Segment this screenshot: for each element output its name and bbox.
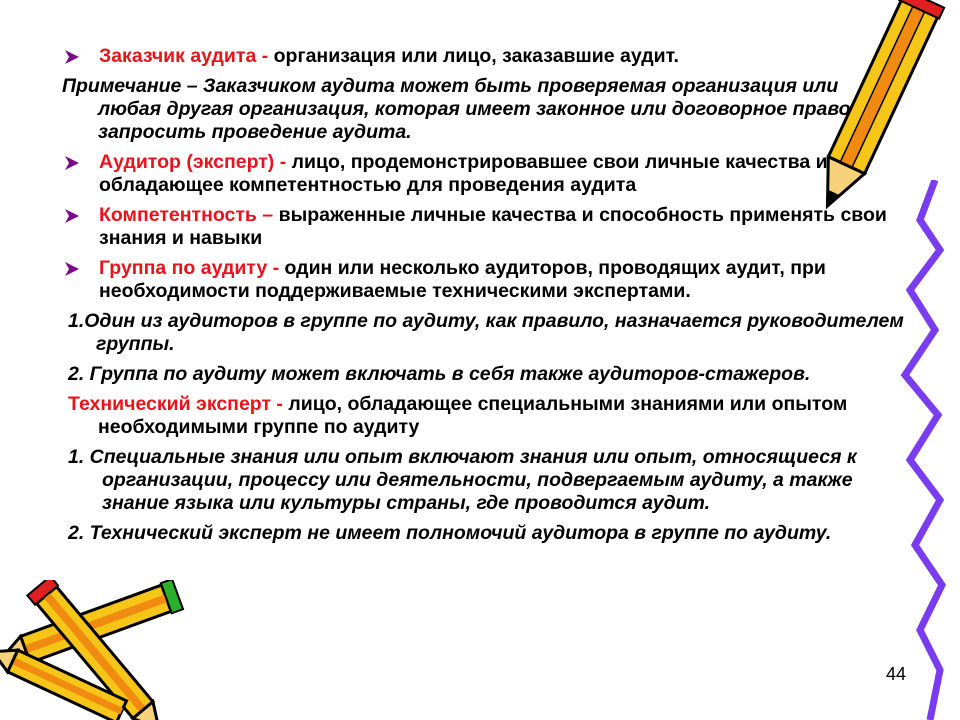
definition-competence	[62, 204, 904, 250]
note-team-1	[62, 310, 904, 356]
term: Аудитор (эксперт) -	[99, 151, 292, 173]
note-text: 1. Специальные знания или опыт включают знания или опыт, относящиеся к организации, процессу или деятельности, подвергаемым аудиту, а также знание языка или культуры страны, где проводится аудит.	[68, 446, 857, 514]
term: Группа по аудиту -	[99, 257, 285, 279]
arrow-bullet-icon	[62, 259, 82, 279]
arrow-bullet-icon	[62, 153, 82, 173]
arrow-bullet-icon	[62, 206, 82, 226]
definition-customer	[62, 45, 904, 68]
definition-text: выраженные личные качества и способность применять свои знания и навыки	[99, 204, 887, 249]
definition-text: лицо, обладающее специальными знаниями или опытом необходимыми группе по аудиту	[98, 393, 848, 438]
pencils-icon-bottom-left	[0, 580, 200, 720]
definition-text: один или несколько аудиторов, проводящих аудит, при необходимости поддерживаемые техническими экспертами.	[99, 257, 826, 302]
arrow-bullet-icon	[62, 47, 82, 67]
note-text: 2. Группа по аудиту может включать в себя также аудиторов-стажеров.	[68, 363, 811, 385]
definition-text: организация или лицо, заказавшие аудит.	[273, 45, 679, 67]
definition-technical-expert	[62, 393, 904, 439]
note-text: 1.Один из аудиторов в группе по аудиту, как правило, назначается руководителем группы.	[68, 310, 904, 355]
definition-audit-team	[62, 257, 904, 303]
definition-auditor	[62, 151, 904, 197]
note-text: Примечание – Заказчиком аудита может быть проверяемая организация или любая другая организация, которая имеет законное или договорное право запросить проведение аудита.	[62, 75, 851, 143]
note-expert-2	[62, 522, 904, 545]
term: Заказчик аудита -	[99, 45, 274, 67]
note-customer	[62, 75, 904, 144]
note-text: 2. Технический эксперт не имеет полномочий аудитора в группе по аудиту.	[68, 522, 832, 544]
definition-text: лицо, продемонстрировавшее свои личные качества и обладающее компетентностью для проведения аудита	[99, 151, 828, 196]
note-team-2	[62, 363, 904, 386]
term: Технический эксперт -	[68, 393, 289, 415]
page-number: 44	[885, 664, 906, 684]
term: Компетентность –	[99, 204, 279, 226]
note-expert-1	[62, 446, 904, 515]
slide-content	[62, 45, 904, 552]
